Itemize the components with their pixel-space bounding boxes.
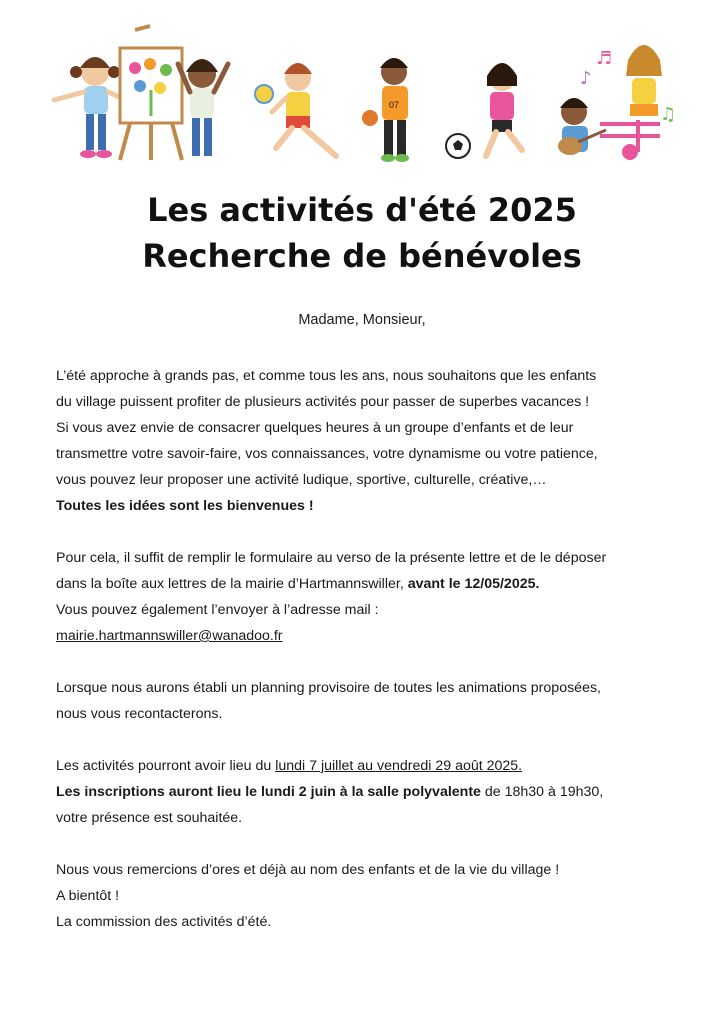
- dates-range-text: lundi 7 juillet au vendredi 29 août 2025.: [275, 758, 523, 774]
- soccer-ball-icon: [446, 134, 470, 158]
- singing-girl-icon: [626, 45, 662, 116]
- painting-girl-icon: [54, 57, 126, 158]
- paragraph-1-line-1: L’été approche à grands pas, et comme tous les ans, nous souhaitons que les enfants: [56, 368, 597, 384]
- title-line-2: Recherche de bénévoles: [142, 237, 582, 275]
- paragraph-5-line-1: Nous vous remercions d’ores et déjà au nom des enfants et de la vie du village !: [56, 862, 560, 878]
- paragraph-3-line-2: nous vous recontacterons.: [56, 706, 223, 722]
- letter-body: [56, 363, 676, 935]
- salutation: Madame, Monsieur,: [298, 312, 426, 328]
- svg-text:♫: ♫: [660, 104, 677, 125]
- deadline-text: avant le 12/05/2025.: [407, 576, 540, 592]
- svg-text:♬: ♬: [596, 48, 613, 69]
- paragraph-1-line-4: transmettre votre savoir-faire, vos connaissances, votre dynamisme ou votre patience,: [56, 446, 598, 462]
- paragraph-3-line-1: Lorsque nous aurons établi un planning provisoire de toutes les animations proposées,: [56, 680, 601, 696]
- paragraph-4-line-3: votre présence est souhaitée.: [56, 810, 243, 826]
- easel-icon: [120, 26, 182, 160]
- email-link[interactable]: mairie.hartmannswiller@wanadoo.fr: [56, 628, 283, 644]
- dates-intro-text: Les activités pourront avoir lieu du: [56, 758, 276, 774]
- paragraph-5-line-2: A bientôt !: [56, 888, 120, 904]
- registration-text: Les inscriptions auront lieu le lundi 2 juin à la salle polyvalente: [56, 784, 481, 800]
- svg-text:♪: ♪: [580, 68, 592, 89]
- title-line-1: Les activités d'été 2025: [147, 191, 577, 229]
- registration-hours-text: de 18h30 à 19h30,: [480, 784, 604, 800]
- volleyball-boy-icon: [255, 63, 336, 156]
- paragraph-2-line-1: Pour cela, il suffit de remplir le formulaire au verso de la présente lettre et de le déposer: [56, 550, 607, 566]
- paragraph-1-line-2: du village puissent profiter de plusieurs activités pour passer de superbes vacances !: [56, 394, 590, 410]
- paragraph-4-line-1: [56, 753, 676, 779]
- basketball-boy-icon: [362, 58, 409, 162]
- paragraph-2-line-2: [56, 571, 676, 597]
- paragraph-1-line-3: Si vous avez envie de consacrer quelques heures à un groupe d’enfants et de leur: [56, 420, 574, 436]
- ideas-welcome-text: Toutes les idées sont les bienvenues !: [56, 498, 314, 514]
- guitar-boy-icon: [558, 98, 606, 155]
- painting-boy-icon: [178, 59, 228, 156]
- signature-text: La commission des activités d’été.: [56, 914, 272, 930]
- soccer-girl-icon: [486, 63, 522, 156]
- paragraph-1-line-5: vous pouvez leur proposer une activité ludique, sportive, culturelle, créative,…: [56, 472, 547, 488]
- paragraph-4-line-2: [56, 779, 676, 805]
- jersey-number: 07: [389, 100, 400, 110]
- children-activities-illustration: [40, 20, 680, 180]
- paragraph-2-line-3: Vous pouvez également l’envoyer à l’adresse mail :: [56, 602, 379, 618]
- mailbox-text: dans la boîte aux lettres de la mairie d’Hartmannswiller,: [56, 576, 408, 592]
